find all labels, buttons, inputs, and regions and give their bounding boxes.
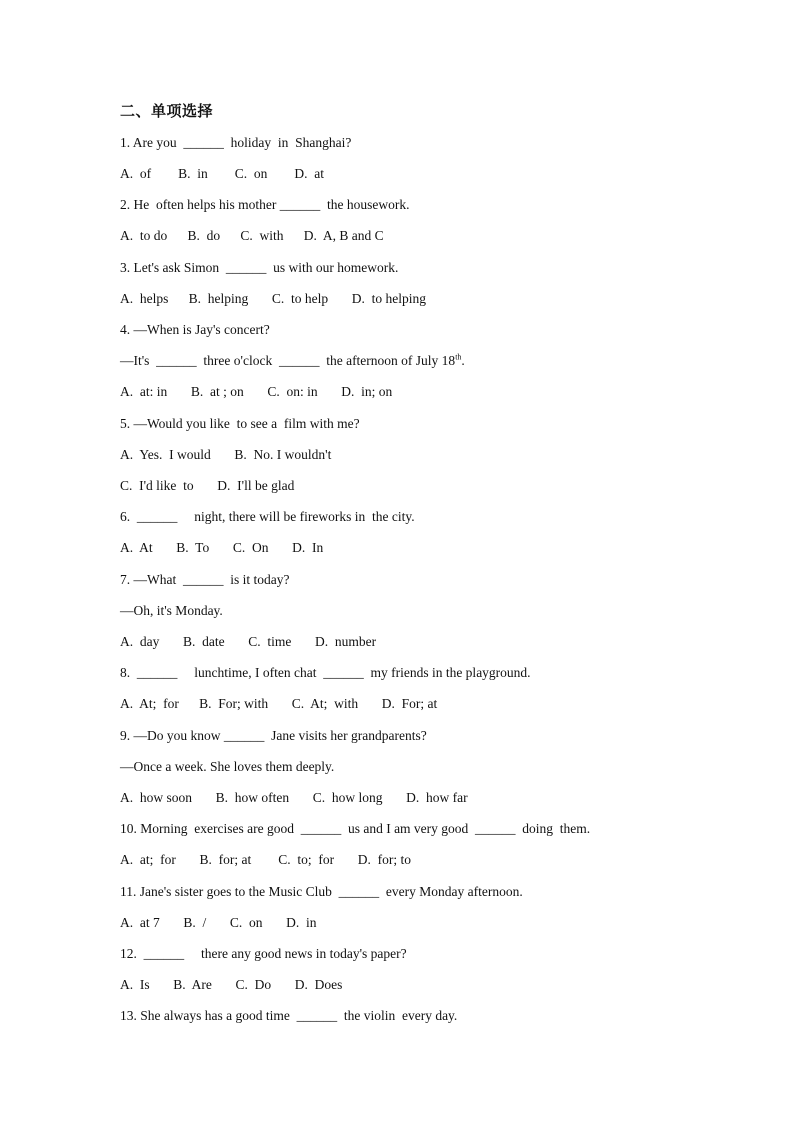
question-3: 3. Let's ask Simon ______ us with our homework. xyxy=(120,260,399,275)
question-11: 11. Jane's sister goes to the Music Club ______ every Monday afternoon. xyxy=(120,884,523,899)
question-1: 1. Are you ______ holiday in Shanghai? xyxy=(120,135,352,150)
question-4-text: —It's ______ three o'clock ______ the afternoon of July 18 xyxy=(120,353,456,368)
options-11: A. at 7 B. / C. on D. in xyxy=(120,915,317,930)
question-4-line-2 xyxy=(120,352,465,370)
options-1: A. of B. in C. on D. at xyxy=(120,166,324,181)
options-3: A. helps B. helping C. to help D. to helping xyxy=(120,291,426,306)
question-7-line-2: —Oh, it's Monday. xyxy=(120,603,223,618)
question-4-period: . xyxy=(461,353,465,368)
question-4-line-1: 4. —When is Jay's concert? xyxy=(120,322,270,337)
question-12: 12. ______ there any good news in today's paper? xyxy=(120,946,407,961)
question-8: 8. ______ lunchtime, I often chat ______ my friends in the playground. xyxy=(120,665,531,680)
question-5: 5. —Would you like to see a film with me? xyxy=(120,416,360,431)
options-4: A. at: in B. at ; on C. on: in D. in; on xyxy=(120,384,393,399)
question-13: 13. She always has a good time ______ the violin every day. xyxy=(120,1008,458,1023)
question-9-line-2: —Once a week. She loves them deeply. xyxy=(120,759,335,774)
options-5-row-2: C. I'd like to D. I'll be glad xyxy=(120,478,295,493)
section-heading: 二、单项选择 xyxy=(120,102,214,120)
question-9-line-1: 9. —Do you know ______ Jane visits her grandparents? xyxy=(120,728,427,743)
options-7: A. day B. date C. time D. number xyxy=(120,634,377,649)
ordinal-superscript: th xyxy=(455,352,462,362)
options-8: A. At; for B. For; with C. At; with D. For; at xyxy=(120,696,438,711)
options-10: A. at; for B. for; at C. to; for D. for; to xyxy=(120,852,411,867)
options-12: A. Is B. Are C. Do D. Does xyxy=(120,977,343,992)
question-10: 10. Morning exercises are good ______ us and I am very good ______ doing them. xyxy=(120,821,591,836)
options-2: A. to do B. do C. with D. A, B and C xyxy=(120,228,384,243)
question-6: 6. ______ night, there will be fireworks in the city. xyxy=(120,509,415,524)
question-2: 2. He often helps his mother ______ the housework. xyxy=(120,197,410,212)
options-9: A. how soon B. how often C. how long D. how far xyxy=(120,790,468,805)
options-6: A. At B. To C. On D. In xyxy=(120,540,324,555)
options-5-row-1: A. Yes. I would B. No. I wouldn't xyxy=(120,447,332,462)
question-7-line-1: 7. —What ______ is it today? xyxy=(120,572,290,587)
